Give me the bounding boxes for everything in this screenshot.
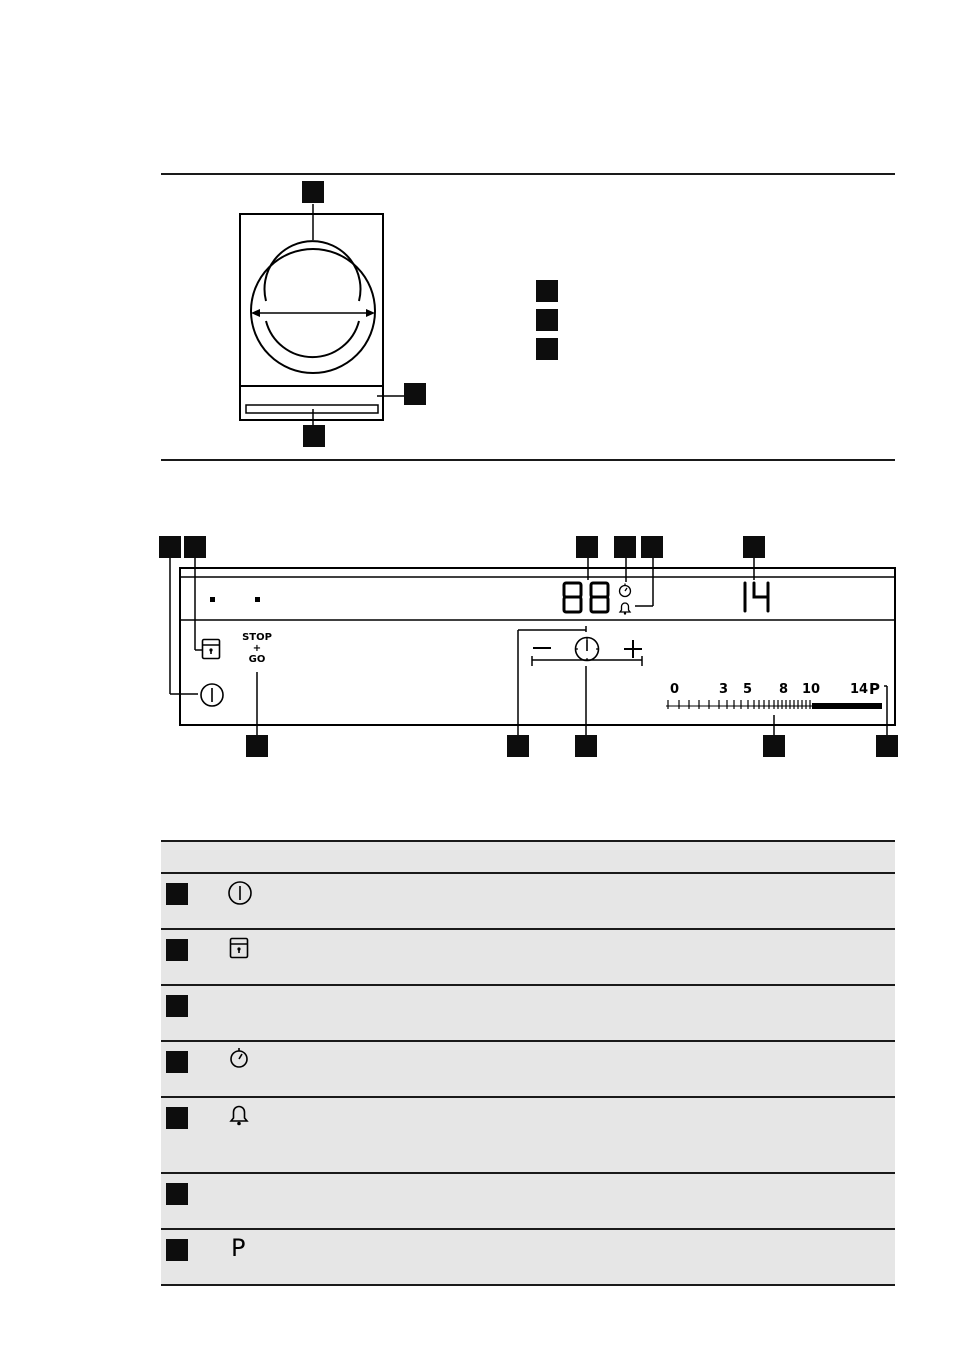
timer-icon-panel (617, 582, 633, 598)
table-row (161, 930, 895, 986)
callout-zone-bottom (303, 425, 325, 447)
table-row (161, 1230, 895, 1286)
callout-panel-d (614, 536, 636, 558)
cooking-zone-diagram (235, 200, 435, 450)
callout-timer-minus (507, 735, 529, 757)
scale-label-8: 8 (779, 682, 789, 697)
power-boost-symbol: P (231, 1234, 246, 1262)
table-row (161, 1174, 895, 1230)
power-icon[interactable] (199, 682, 225, 708)
power-slider[interactable] (664, 694, 886, 714)
row-marker (166, 1183, 188, 1205)
table-header (161, 842, 895, 874)
legend-marker-1 (536, 280, 558, 302)
power-level-display (738, 580, 778, 616)
bell-icon (228, 1103, 250, 1127)
plus-icon[interactable] (622, 638, 644, 660)
go-label: GO (248, 654, 266, 665)
row-marker (166, 1107, 188, 1129)
callout-zone-right (404, 383, 426, 405)
callout-panel-a (159, 536, 181, 558)
stop-label: STOP (242, 632, 272, 643)
callout-power-slider (763, 735, 785, 757)
scale-label-p: P (869, 680, 880, 698)
scale-label-5: 5 (743, 682, 753, 697)
lock-icon[interactable] (201, 638, 221, 660)
legend-marker-2 (536, 309, 558, 331)
row-marker (166, 1051, 188, 1073)
mid-rule (161, 459, 895, 461)
callout-timer-controls (575, 735, 597, 757)
row-marker (166, 1239, 188, 1261)
row-marker (166, 939, 188, 961)
row-marker (166, 995, 188, 1017)
callout-panel-e (641, 536, 663, 558)
timer-icon (228, 1046, 250, 1070)
top-rule (161, 173, 895, 175)
timer-clock-icon[interactable] (573, 635, 601, 663)
callout-stop-go (246, 735, 268, 757)
row-marker (166, 883, 188, 905)
table-row (161, 1042, 895, 1098)
scale-label-3: 3 (719, 682, 729, 697)
callout-power-boost (876, 735, 898, 757)
stop-plus-label: + (252, 643, 262, 654)
bell-icon-panel (617, 600, 633, 616)
table-row (161, 986, 895, 1042)
legend-marker-3 (536, 338, 558, 360)
callout-panel-c (576, 536, 598, 558)
scale-label-0: 0 (670, 682, 680, 697)
power-icon (227, 880, 253, 906)
timer-display (560, 580, 616, 616)
scale-label-10: 10 (802, 682, 821, 697)
callout-panel-f (743, 536, 765, 558)
stop-go-button[interactable] (240, 632, 274, 665)
table-row (161, 1098, 895, 1174)
lock-icon (229, 937, 249, 959)
table-row (161, 874, 895, 930)
callout-panel-b (184, 536, 206, 558)
minus-icon[interactable] (531, 640, 553, 656)
scale-label-14: 14 (850, 682, 869, 697)
